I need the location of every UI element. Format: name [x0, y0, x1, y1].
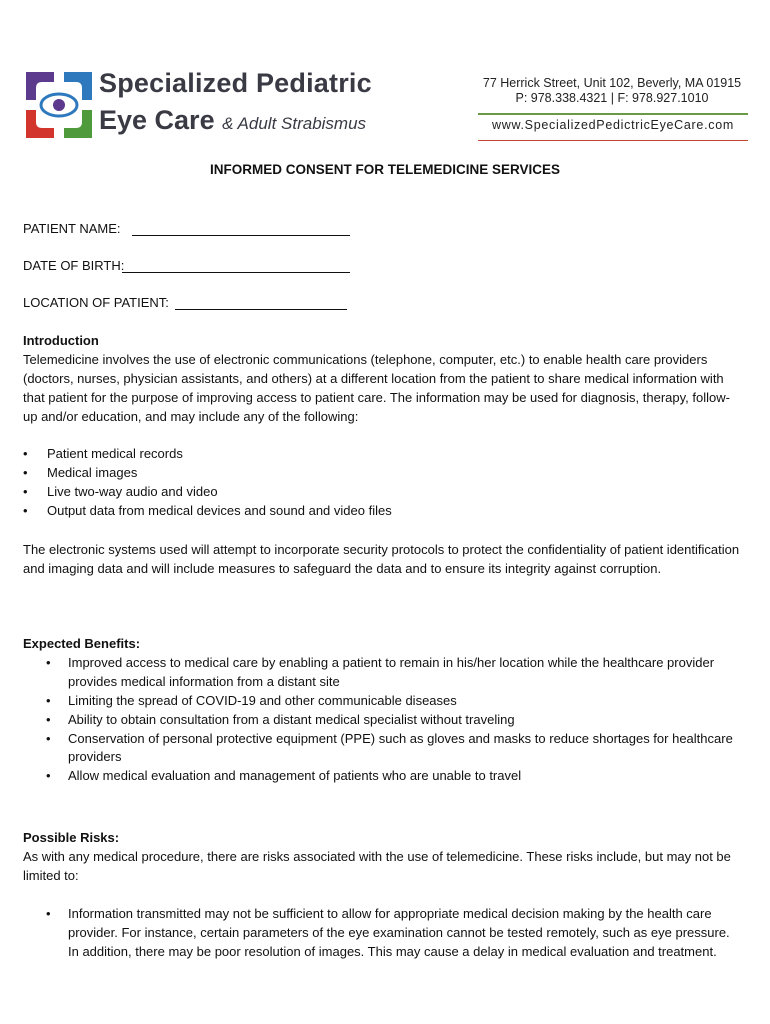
benefits-section — [23, 635, 743, 786]
location-label: LOCATION OF PATIENT: — [23, 295, 169, 310]
risks-heading: Possible Risks: — [23, 830, 120, 845]
introduction-list — [23, 445, 743, 521]
brand-name-line1: Specialized Pediatric — [99, 68, 372, 98]
contact-info — [476, 76, 748, 106]
list-item: • Patient medical records — [23, 445, 743, 464]
header-divider — [478, 140, 748, 141]
list-item: • Medical images — [23, 464, 743, 483]
patient-name-label: PATIENT NAME: — [23, 221, 121, 236]
contact-divider — [478, 113, 748, 115]
introduction-heading: Introduction — [23, 333, 99, 348]
location-field — [23, 295, 169, 310]
list-item: • Improved access to medical care by enabling a patient to remain in his/her location while the healthcare provider provides medical information from a distant site — [23, 654, 743, 692]
date-of-birth-field — [23, 258, 124, 273]
list-item: • Output data from medical devices and sound and video files — [23, 502, 743, 521]
list-item: • Allow medical evaluation and management of patients who are unable to travel — [23, 767, 743, 786]
brand-name-eye-care: Eye Care — [99, 105, 215, 135]
list-item: • Ability to obtain consultation from a distant medical specialist without traveling — [23, 711, 743, 730]
patient-name-line[interactable] — [132, 235, 350, 236]
risks-text: As with any medical procedure, there are risks associated with the use of telemedicine. These risks include, but may not be limited to: — [23, 848, 731, 883]
introduction-list-section — [23, 445, 743, 521]
list-item: • Live two-way audio and video — [23, 483, 743, 502]
website-link[interactable]: www.SpecializedPedictricEyeCare.com — [492, 118, 734, 132]
document-title: INFORMED CONSENT FOR TELEMEDICINE SERVICES — [209, 162, 561, 177]
risks-list-section — [23, 905, 743, 962]
benefits-list — [23, 654, 743, 786]
introduction-text: Telemedicine involves the use of electronic communications (telephone, computer, etc.) to enable health care providers (doctors, nurses, physician assistants, and others) at a different location from the patient to share medical information with that patient for the purpose of improving access to patient care. The information may be used for diagnosis, therapy, follow-up and/or education, and may include any of the following: — [23, 351, 730, 424]
benefits-heading: Expected Benefits: — [23, 636, 141, 651]
brand-name-line2 — [99, 105, 366, 136]
phone-fax: P: 978.338.4321 | F: 978.927.1010 — [515, 91, 709, 105]
risks-list — [23, 905, 743, 962]
patient-name-field — [23, 221, 121, 236]
date-of-birth-line[interactable] — [122, 272, 350, 273]
security-paragraph: The electronic systems used will attempt to incorporate security protocols to protect the confidentiality of patient identification and imaging data and will include measures to safeguard the data and to ensure its integrity against corruption. — [23, 542, 740, 576]
risks-section — [23, 829, 743, 886]
date-of-birth-label: DATE OF BIRTH: — [23, 258, 125, 273]
introduction-section — [23, 332, 743, 427]
list-item: • Information transmitted may not be sufficient to allow for appropriate medical decision making by the health care provider. For instance, certain parameters of the eye examination cannot be tested remotely, such as eye pressure. In addition, there may be poor resolution of images. This may cause a delay in medical evaluation and treatment. — [23, 905, 743, 962]
brand-subtitle: & Adult Strabismus — [222, 114, 367, 133]
location-line[interactable] — [175, 309, 347, 310]
security-paragraph-section — [23, 541, 743, 579]
eye-logo-icon — [24, 70, 94, 140]
address: 77 Herrick Street, Unit 102, Beverly, MA 01915 — [482, 76, 742, 90]
list-item: • Conservation of personal protective equipment (PPE) such as gloves and masks to reduce shortages for healthcare providers — [23, 730, 743, 768]
list-item: • Limiting the spread of COVID-19 and other communicable diseases — [23, 692, 743, 711]
